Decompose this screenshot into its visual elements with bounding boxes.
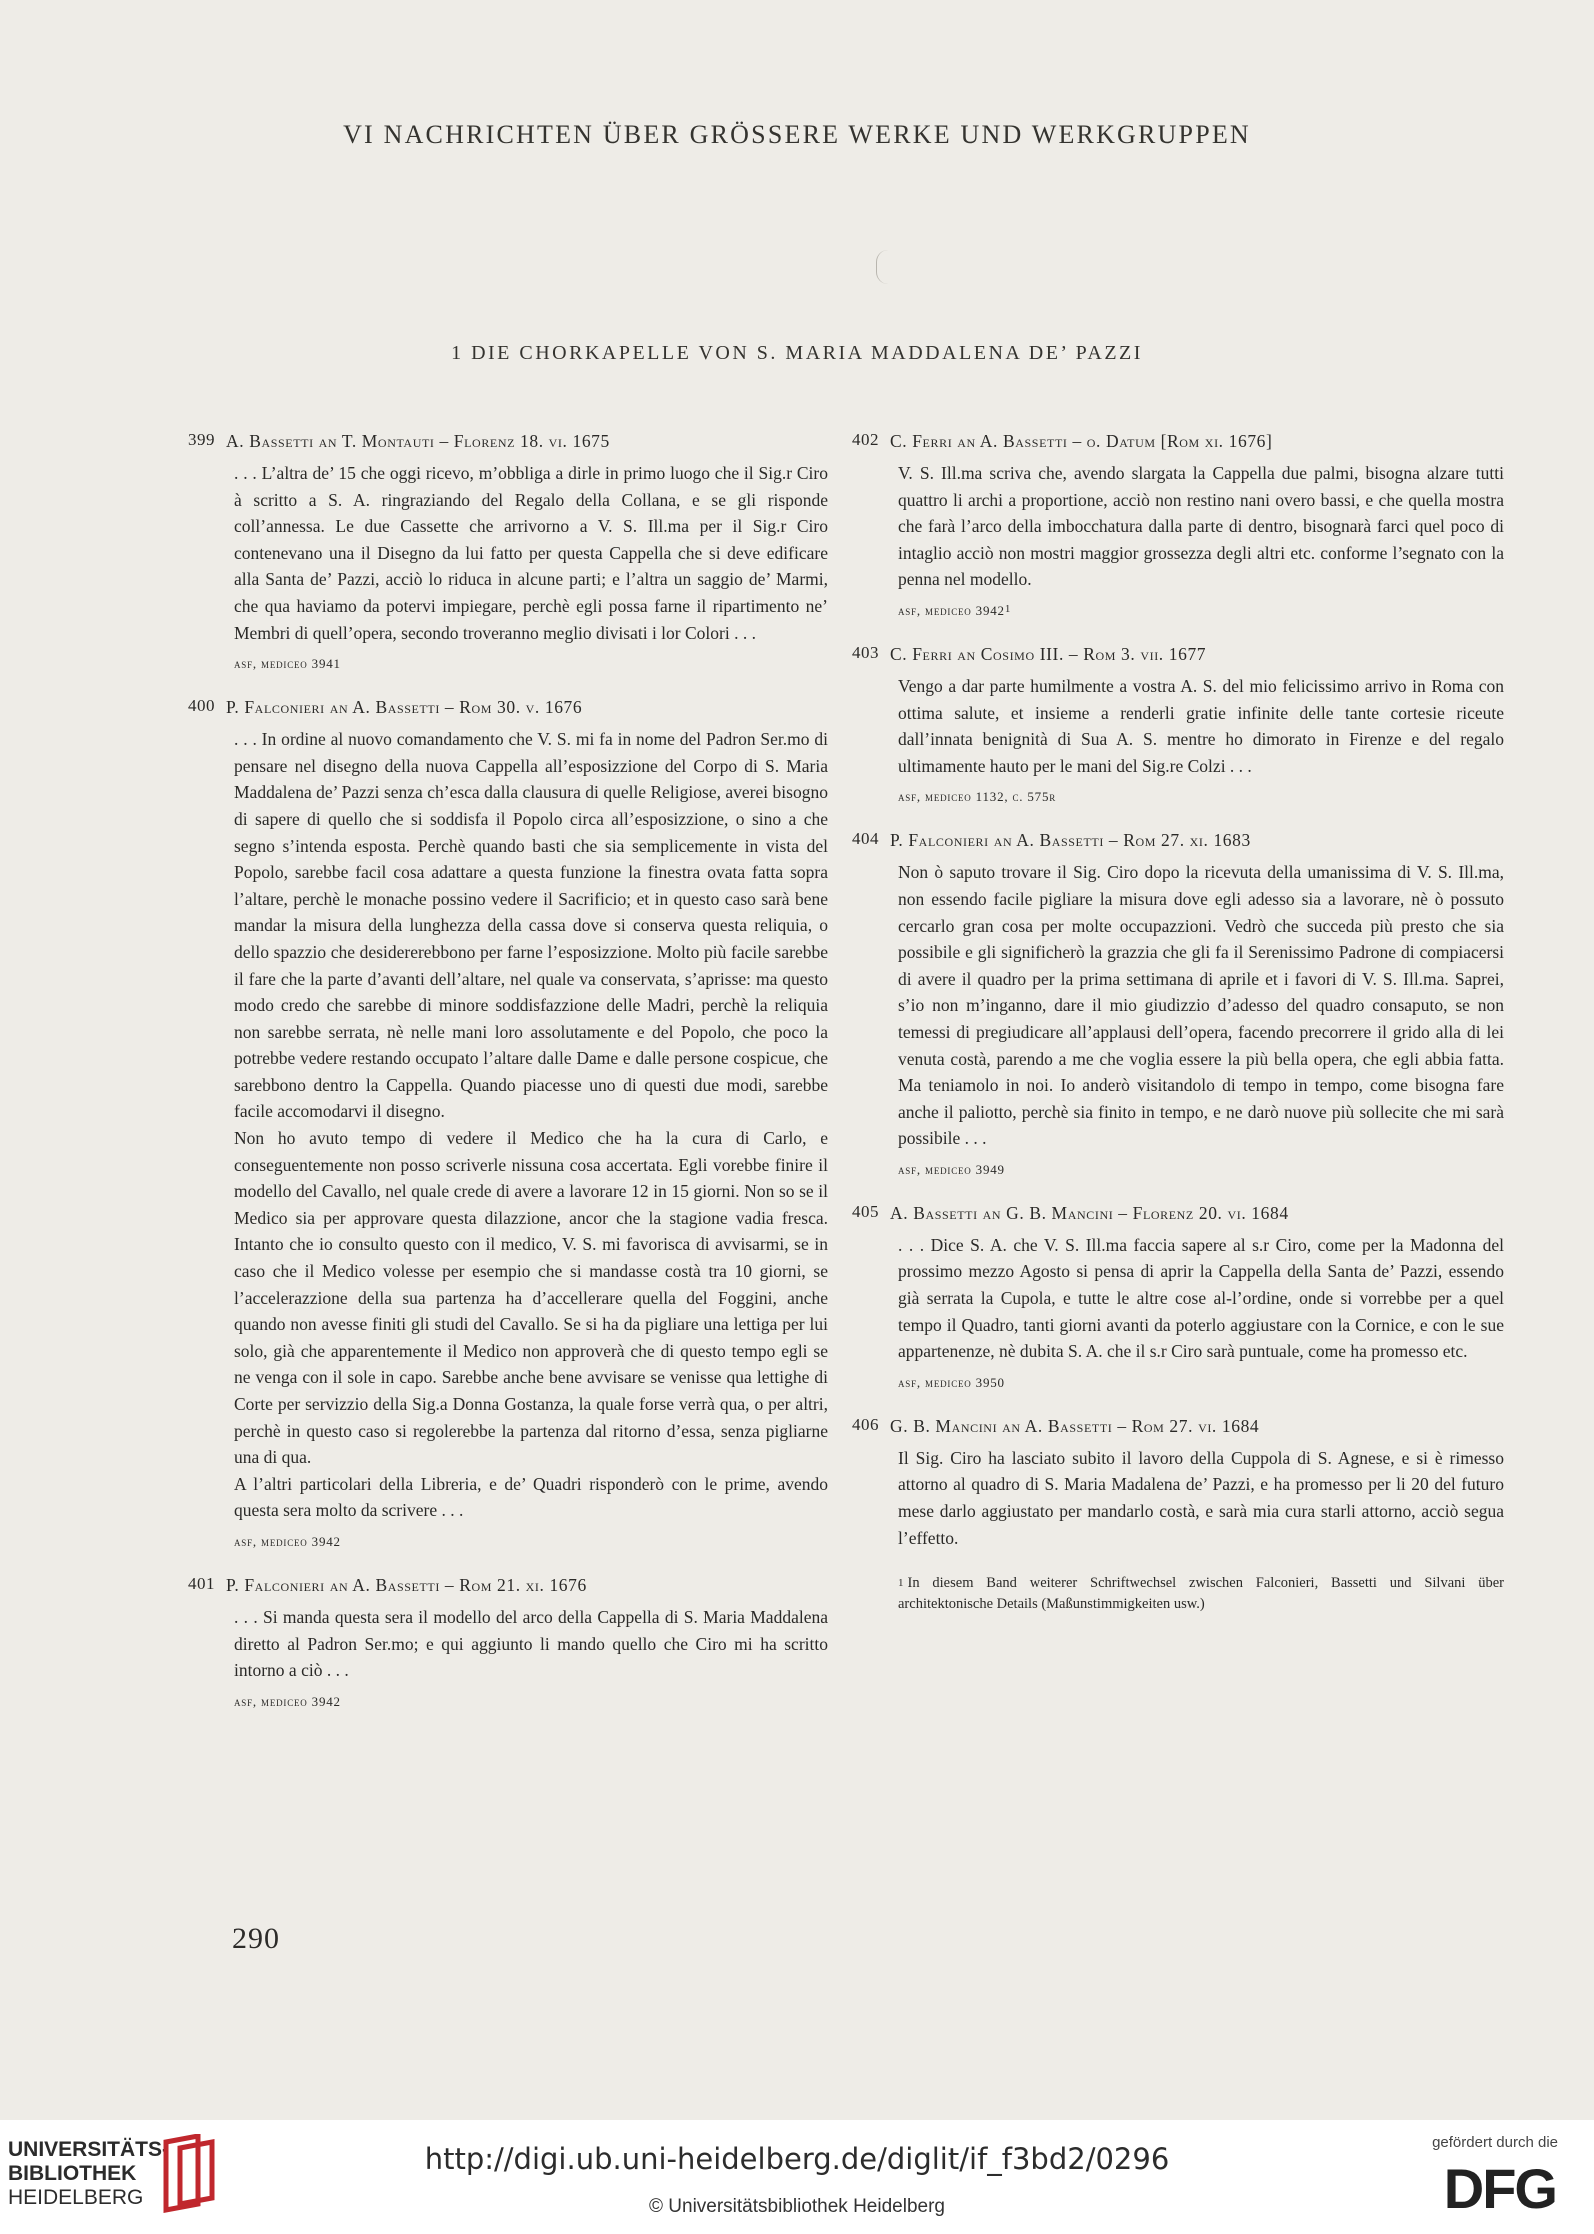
- archival-source-text: asf, mediceo 3942: [234, 1693, 341, 1709]
- entry-number: 402: [852, 430, 879, 449]
- entry-paragraph: . . . In ordine al nuovo comandamento che V. S. mi fa in nome del Padron Ser.mo di pensare nel disegno della nuova Cappella all’esposizzione del Corpo di S. Maria Maddalena de’ Pazzi senza ch’esca dalla clausura di quelle Religiose, averei bisogno di sapere di quello che si soddisfa il Popolo circa all’esposizzione, o sino a che segno s’intenda esposta. Perchè quando basti che sia semplicemente in vista del Popolo, sarebbe facil cosa adattare a questa funzione la finestra ovata fatta sopra l’altare, perchè le monache possino vedere il Sacrificio; et in questo caso sarà bene mandar la misura della lunghezza della cassa dove si conserva questa reliquia, o dello spazzio che desidererebbono per farne l’esposizzione. Molto più facile sarebbe il fare che la parte d’avanti dell’altare, nel quale va conservata, s’aprisse: ma questo modo credo che sarebbe di minore soddisfazzione delle Madri, perchè la reliquia non sarebbe serrata, nè nelle mani loro assolutamente e del Popolo, che poco la potrebbe vedere restando occupato l’altare dalle Dame e dalle persone cospicue, che sarebbono dentro la Cappella. Quando piacesse uno di questi due modi, sarebbe facile accomodarvi il disegno.: [234, 729, 828, 1122]
- entry-body: [890, 1232, 1504, 1365]
- left-column: [188, 428, 828, 1732]
- entry-heading: P. Falconieri an A. Bassetti – Rom 27. xi. 1683: [890, 830, 1251, 851]
- entry-number: 401: [188, 1573, 215, 1593]
- entry-number: 400: [188, 696, 215, 716]
- entry-body: [890, 859, 1504, 1152]
- entry-number: 404: [852, 829, 879, 849]
- archival-source: [890, 603, 1504, 619]
- footnote-mark: 1: [898, 1577, 904, 1590]
- footnote: [852, 1573, 1504, 1615]
- entry-heading: A. Bassetti an G. B. Mancini – Florenz 20. vi. 1684: [890, 1202, 1289, 1223]
- entry-paragraph: . . . Dice S. A. che V. S. Ill.ma faccia sapere al s.r Ciro, come per la Madonna del prossimo mezzo Agosto si pensa di aprir la Cappella della Santa de’ Pazzi, essendo già serrata la Cupola, e tutte le altre cose al-l’ordine, onde si vorrebbe per a quel tempo il Quadro, tanti giorni avanti da poterlo aggiustare con la Cornice, e con le sue appartenenze, nè dubita S. A. che il s.r Ciro sarà puntuale, come ha promesso etc.: [898, 1234, 1504, 1362]
- entry-paragraph: Non ho avuto tempo di vedere il Medico che ha la cura di Carlo, e conseguentemente non posso scriverle nissuna cosa accertata. Egli vorebbe finire il modello del Cavallo, nel quale crede di avere a lavorare 12 in 15 giorni. Non so se il Medico sia per approvare questa dilazzione, ancor che la stagione vadia fresca. Intanto che io consulto questo con il medico, V. S. mi favorisca di avvisarmi, se in caso che il Medico volesse per esempio che si mandasse costà tra 10 giorni, se l’accelerazzione della sua partenza ha d’accellerare quella del Foggini, anche quando non avesse finiti gli studi del Cavallo. Se si ha da pigliare una lettiga per lui solo, già che apparentemente il Medico non approverà che di questo tempo egli se ne venga con il sole in capo. Sarebbe anche bene avvisare se venisse qua lettighe di Corte per servizzio della Sig.a Donna Gostanza, la quale forse verrà qua, o per altri, perchè in questo caso si regolerebbe la partenza dal ritorno d’essa, senza pigliarne una di qua.: [234, 1128, 828, 1468]
- page-number: 290: [232, 1922, 280, 1955]
- logo-line-3: HEIDELBERG: [8, 2186, 144, 2209]
- letter-entry: [852, 1413, 1504, 1551]
- entry-paragraph: Il Sig. Ciro ha lasciato subito il lavoro della Cuppola di S. Agnese, e si è rimesso attorno al quadro di S. Maria Madalena de’ Pazzi, e ha promesso per li 20 del futuro mese darlo aggiustato per mandarlo costà, e sarà mia cura starli attorno, acciò segua l’effetto.: [898, 1447, 1504, 1548]
- running-head: VI NACHRICHTEN ÜBER GRÖSSERE WERKE UND WERKGRUPPEN: [343, 120, 1251, 149]
- footnote-text: In diesem Band weiterer Schriftwechsel zwischen Falconieri, Bassetti und Silvani über architektonische Details (Maßunstimmigkeiten usw.): [898, 1575, 1504, 1613]
- footer-bar: [0, 2120, 1594, 2234]
- entry-paragraph: . . . L’altra de’ 15 che oggi ricevo, m’obbliga a dirle in primo luogo che il Sig.r Ciro à scritto a S. A. ringraziando del Regalo della Collana, e se gli risponde coll’annessa. Le due Cassette che arrivorno a V. S. Ill.ma per il Sig.r Ciro contenevano una il Disegno da lui fatto per questa Cappella che si deve edificare alla Santa de’ Pazzi, acciò lo riduca in alcune parti; e l’altra un saggio de’ Marmi, che qua haviamo da potervi impiegare, perchè egli possa farne il ripartimento ne’ Membri di quell’opera, secondo troveranno meglio divisati i lor Colori . . .: [234, 463, 828, 643]
- entry-heading: C. Ferri an A. Bassetti – o. Datum [Rom xi. 1676]: [890, 431, 1273, 451]
- right-column: [852, 428, 1504, 1615]
- dfg-logo[interactable]: DFG: [1443, 2157, 1556, 2220]
- entry-number: 406: [852, 1414, 879, 1434]
- funder-label: gefördert durch die: [1432, 2134, 1558, 2151]
- chapter-title: 1 DIE CHORKAPELLE VON S. MARIA MADDALENA DE’ PAZZI: [451, 342, 1143, 364]
- letter-entry: [188, 1572, 828, 1710]
- entry-number: 399: [188, 430, 215, 449]
- archival-source-text: asf, mediceo 3941: [234, 656, 341, 672]
- entry-body: [226, 1604, 828, 1684]
- permalink-url[interactable]: http://digi.ub.uni-heidelberg.de/diglit/if_f3bd2/0296: [424, 2142, 1170, 2176]
- entry-heading: C. Ferri an Cosimo III. – Rom 3. vii. 1677: [890, 643, 1207, 664]
- letter-entry: [852, 827, 1504, 1178]
- logo-line-1: UNIVERSITÄTS-: [8, 2138, 170, 2161]
- archival-source: [890, 789, 1504, 805]
- archival-source-text: asf, mediceo 3950: [898, 1374, 1005, 1390]
- entry-body: [226, 726, 828, 1524]
- entry-number: 403: [852, 642, 879, 662]
- archival-source: [890, 1375, 1504, 1391]
- entry-paragraph: A l’altri particolari della Libreria, e de’ Quadri risponderò con le prime, avendo questa sera molto da scrivere . . .: [234, 1473, 828, 1521]
- entry-number: 405: [852, 1201, 879, 1221]
- entry-heading: P. Falconieri an A. Bassetti – Rom 30. v. 1676: [226, 697, 583, 718]
- archival-source-text: asf, mediceo 3942: [898, 602, 1005, 618]
- letter-entry: [852, 1200, 1504, 1391]
- copyright-notice: © Universitätsbibliothek Heidelberg: [649, 2196, 945, 2217]
- archival-source: [226, 1534, 828, 1550]
- letter-entry: [188, 428, 828, 672]
- entry-paragraph: Vengo a dar parte humilmente a vostra A. S. del mio felicissimo arrivo in Roma con ottima salute, et insieme a renderli gratie infinite delle tante cortesie riceute dall’innata benignità di Sua A. S. mentre ho dimorato in Firenze e del regalo ultimamente hauto per le mani del Sig.re Colzi . . .: [898, 675, 1504, 776]
- entry-body: [890, 460, 1504, 593]
- archival-source: [226, 1694, 828, 1710]
- entry-heading: A. Bassetti an T. Montauti – Florenz 18. vi. 1675: [226, 431, 610, 451]
- archival-source-text: asf, mediceo 1132, c. 575r: [898, 789, 1057, 805]
- logo-line-2: BIBLIOTHEK: [8, 2162, 137, 2185]
- footnote-reference[interactable]: 1: [1004, 602, 1012, 615]
- entry-paragraph: . . . Si manda questa sera il modello del arco della Cappella di S. Maria Maddalena diretto al Padron Ser.mo; e qui aggiunto li mando quello che Ciro mi ha scritto intorno a ciò . . .: [234, 1606, 828, 1681]
- entry-paragraph: Non ò saputo trovare il Sig. Ciro dopo la ricevuta della umanissima di V. S. Ill.ma, non essendo facile pigliare la misura dove egli adesso sia a lavorare, nè ò possuto cercarlo gran cosa per molte occupazzioni. Vedrò che succeda più presto che sia possibile e gli significherò la grazzia che gli fa il Serenissimo Padrone di compiacersi di avere il quadro per la prima settimana di aprile et i favori di V. S. Ill.ma. Saprei, s’io non m’inganno, dare il mio giudizzio d’adesso del quadro consaputo, se non temessi di pregiudicare all’applausi dell’opera, facendo precorrere il grido alla di lei venuta costà, parendo a me che voglia essere la più bella opera, che egli abbia fatta. Ma teniamolo in noi. Io anderò visitandolo di tempo in tempo, come bisogna fare anche il paliotto, perchè sia finito in tempo, e ne darò nuove più sollecite che mi sarà possibile . . .: [898, 862, 1504, 1149]
- entry-body: [890, 1445, 1504, 1551]
- entry-heading: P. Falconieri an A. Bassetti – Rom 21. xi. 1676: [226, 1574, 587, 1595]
- letter-entry: [852, 641, 1504, 805]
- entry-body: [226, 460, 828, 646]
- archival-source: [890, 1162, 1504, 1178]
- entry-heading: G. B. Mancini an A. Bassetti – Rom 27. vi. 1684: [890, 1415, 1260, 1436]
- archival-source: [226, 656, 828, 672]
- archival-source-text: asf, mediceo 3949: [898, 1161, 1005, 1177]
- entry-body: [890, 673, 1504, 779]
- letter-entry: [852, 428, 1504, 619]
- letter-entry: [188, 694, 828, 1550]
- archival-source-text: asf, mediceo 3942: [234, 1533, 341, 1549]
- entry-paragraph: V. S. Ill.ma scriva che, avendo slargata la Cappella due palmi, bisogna alzare tutti quattro li archi a proportione, acciò non restino nani overo bassi, e che quella mostra che farà l’arco della imbocchatura dalla parte di dentro, bisognarà farci quel poco di intaglio acciò non mostri maggior grossezza degli altri etc. conforme l’segnato con la penna nel modello.: [898, 463, 1504, 590]
- pencil-mark: [876, 250, 891, 284]
